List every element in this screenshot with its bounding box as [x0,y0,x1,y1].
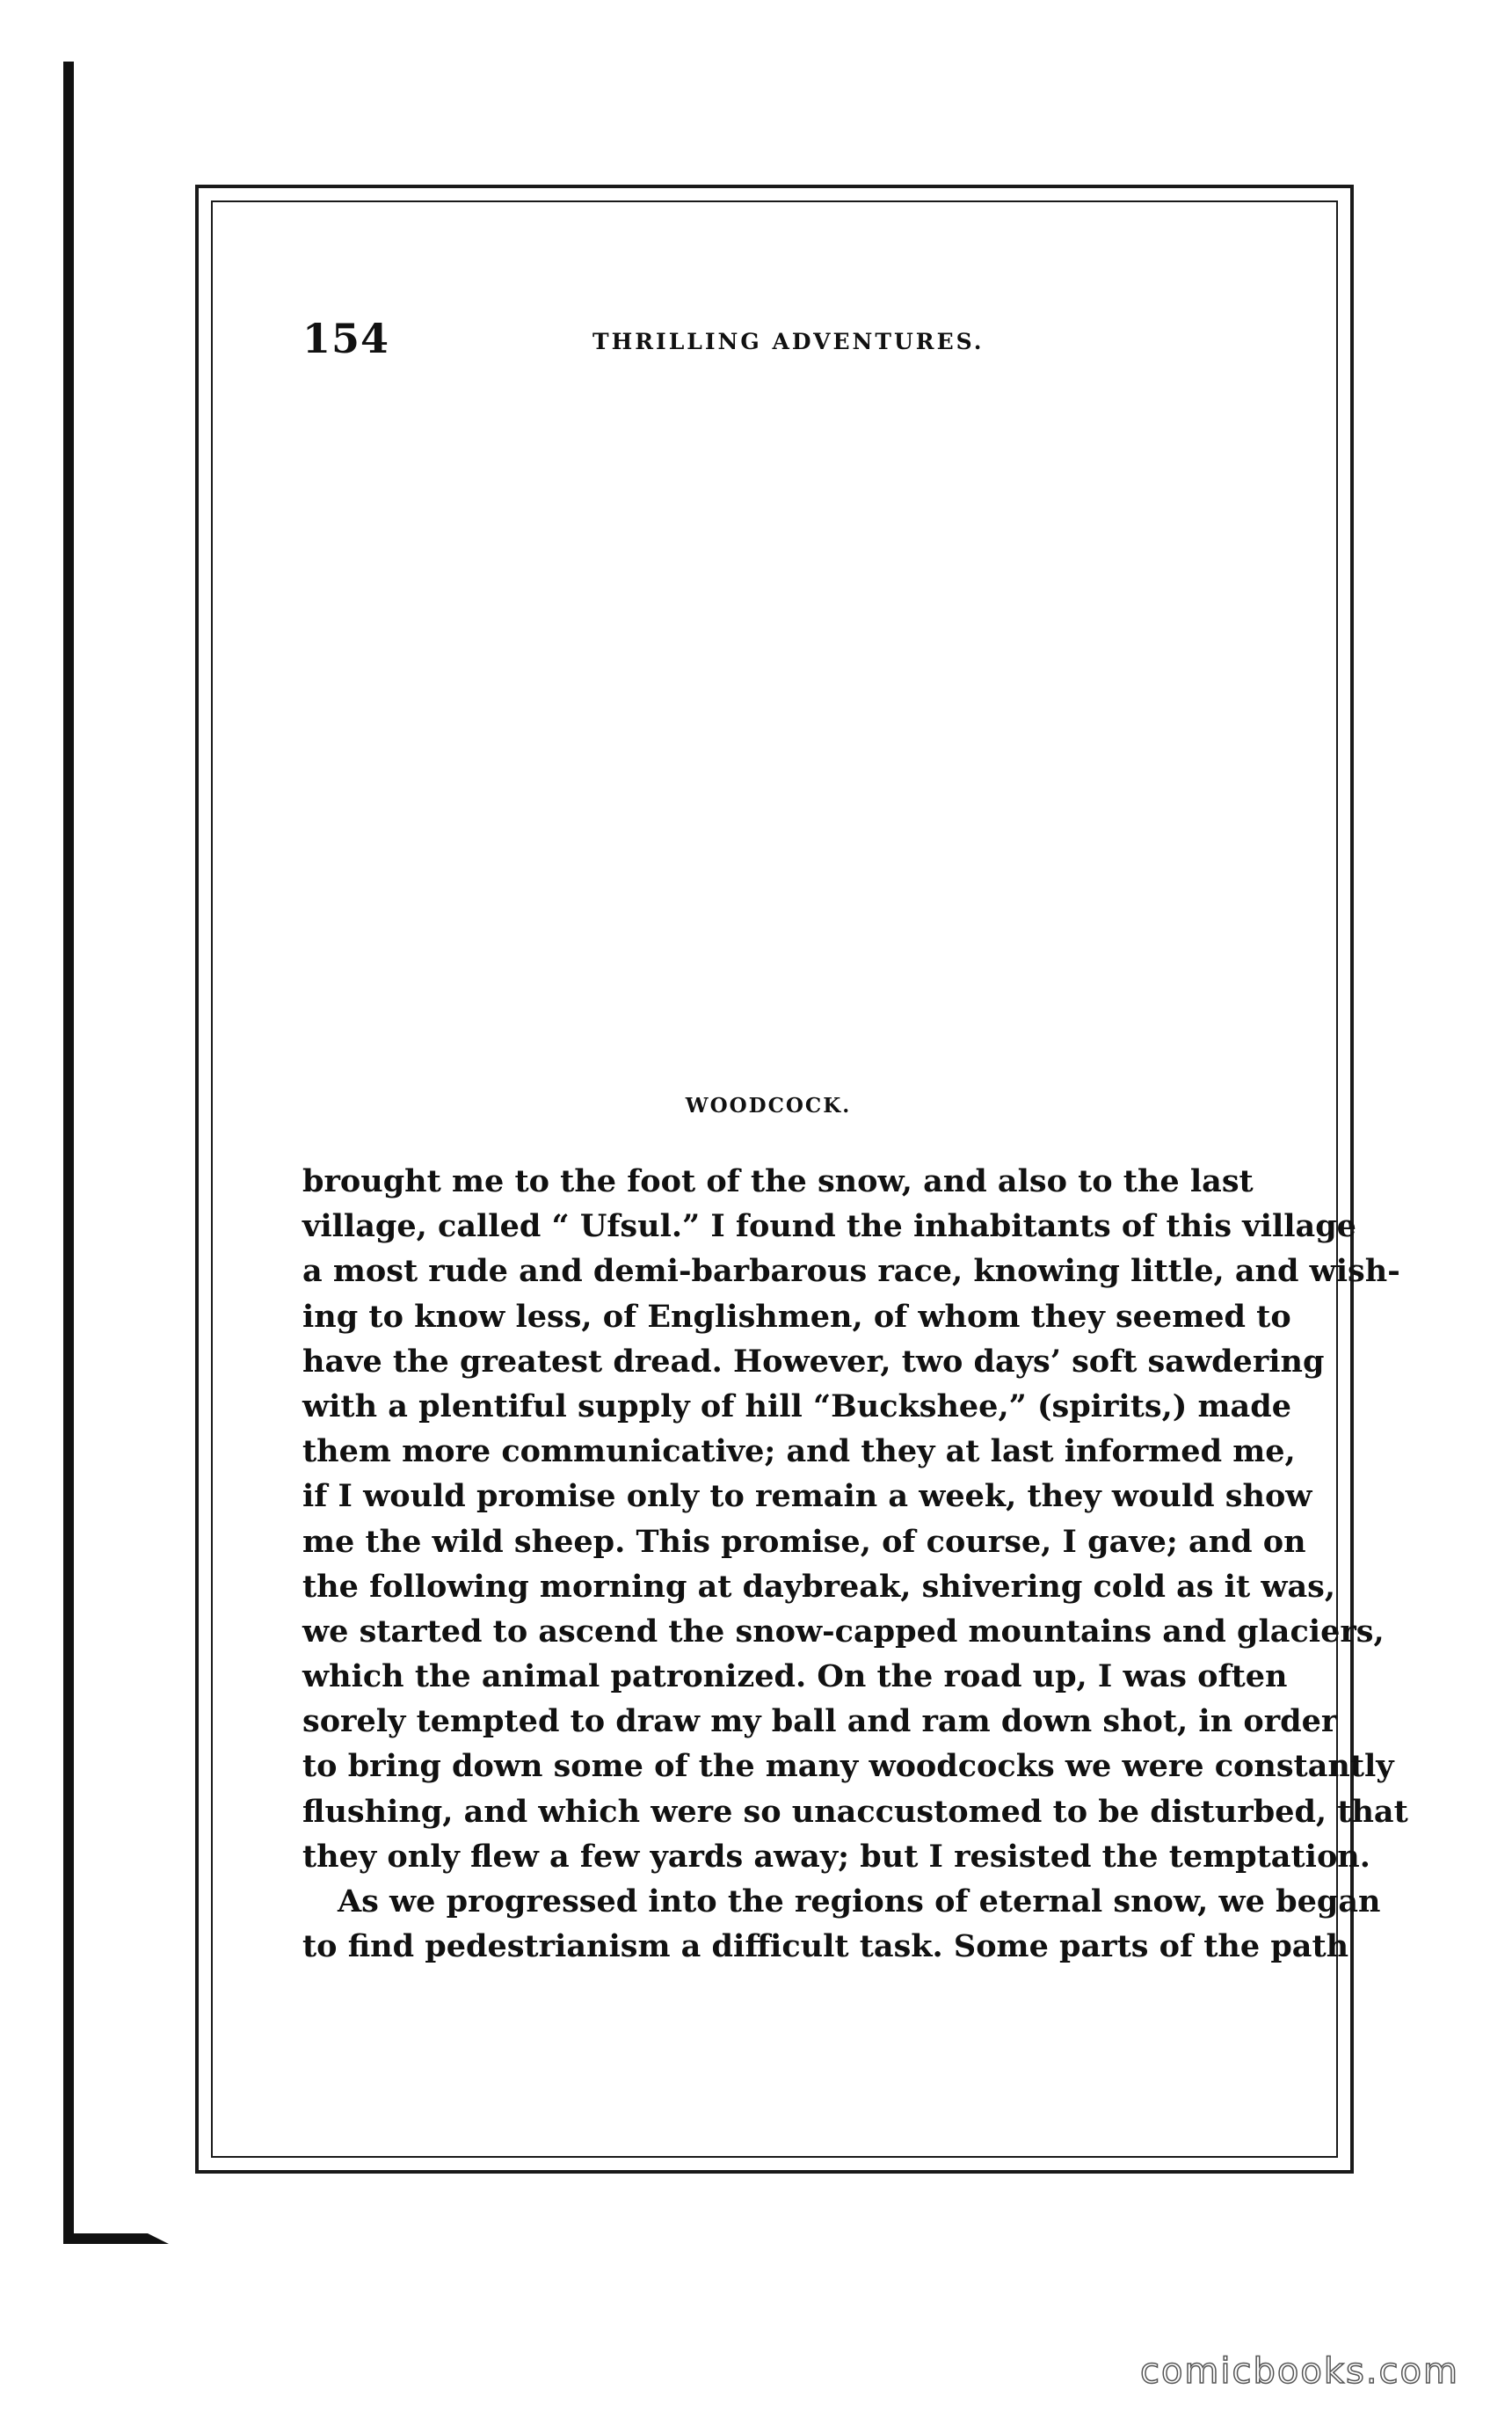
text-line: flushing, and which were so unaccustomed to be disturbed, that [302,1793,1408,1830]
text-line: me the wild sheep. This promise, of course, I gave; and on [302,1523,1306,1560]
text-line: they only flew a few yards away; but I resisted the temptation. [302,1838,1370,1875]
section-heading: WOODCOCK. [685,1094,852,1118]
text-line: sorely tempted to draw my ball and ram down shot, in order [302,1703,1338,1740]
text-line: them more communicative; and they at last informed me, [302,1433,1296,1470]
text-line: to bring down some of the many woodcocks we were constantly [302,1748,1394,1785]
page-number: 154 [302,315,390,362]
text-line: which the animal patronized. On the road up, I was often [302,1658,1288,1695]
text-line: brought me to the foot of the snow, and also to the last [302,1163,1254,1199]
running-head [302,315,1234,368]
binding-edge-foot [63,2233,169,2244]
binding-edge [63,62,74,2242]
running-title: THRILLING ADVENTURES. [592,329,985,354]
watermark-text: comicbooks.com [1139,2351,1459,2392]
text-line: with a plentiful supply of hill “Buckshee,” (spirits,) made [302,1388,1291,1424]
text-line: the following morning at daybreak, shivering cold as it was, [302,1568,1336,1605]
text-line: a most rude and demi-barbarous race, knowing little, and wish- [302,1253,1400,1290]
text-line: if I would promise only to remain a week, they would show [302,1478,1312,1515]
body-text [302,1159,1408,1969]
text-line-paragraph-start: As we progressed into the regions of eternal snow, we began [338,1883,1381,1919]
text-line: have the greatest dread. However, two days’ soft sawdering [302,1343,1325,1380]
text-line: ing to know less, of Englishmen, of whom they seemed to [302,1298,1291,1335]
text-line: we started to ascend the snow-capped mountains and glaciers, [302,1613,1385,1650]
text-line: village, called “ Ufsul.” I found the inhabitants of this village [302,1208,1356,1245]
text-line: to find pedestrianism a difficult task. Some parts of the path [302,1928,1349,1965]
